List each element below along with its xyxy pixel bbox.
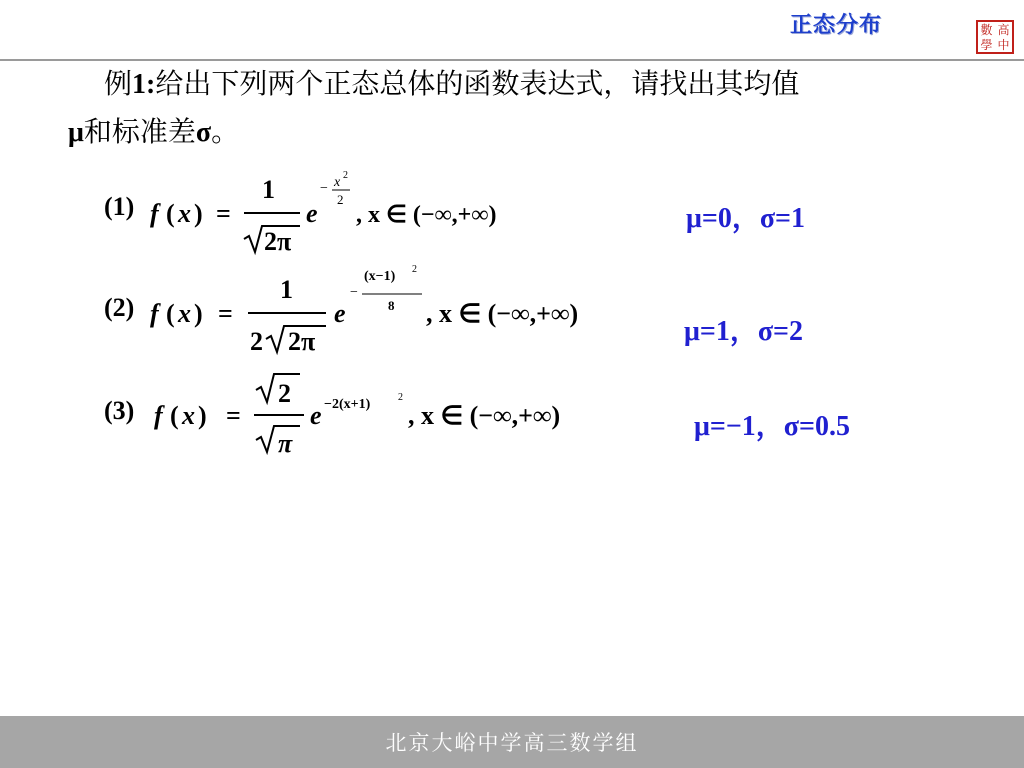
formula-domain: , x ∈ (−∞,+∞) (408, 401, 561, 430)
mu-symbol: μ (68, 117, 84, 148)
logo-char: 數 (980, 22, 993, 37)
footer-bar (0, 716, 1024, 768)
exp-numerator: (x−1) (364, 269, 396, 284)
formula-paren: ) (194, 199, 203, 228)
formula-denominator: 2π (264, 227, 292, 256)
question-end: 。 (211, 115, 240, 148)
answer-2: μ=1，σ=2 (684, 316, 804, 347)
formula-denominator: 2π (288, 327, 316, 356)
formula-equals: = (216, 199, 231, 228)
item-label-3: (3) (104, 396, 135, 425)
item-label-1: (1) (104, 192, 135, 221)
exp-denominator: 8 (388, 298, 395, 313)
formula-1 (150, 160, 550, 260)
formula-numerator: 1 (280, 275, 293, 304)
exp-superscript: 2 (412, 264, 417, 275)
school-logo (976, 20, 1014, 54)
question-body-line2: 和标准差 (83, 115, 196, 148)
footer-text: 北京大峪中学高三数学组 (385, 731, 639, 755)
exp-superscript: 2 (398, 392, 403, 403)
formula-f: f (154, 401, 163, 430)
item-label-2: (2) (104, 293, 135, 322)
formula-domain: , x ∈ (−∞,+∞) (426, 299, 579, 328)
formula-f: f (150, 299, 159, 328)
formula-x: x (178, 299, 191, 328)
sigma-symbol: σ (195, 117, 212, 148)
question-prefix: 例 (104, 67, 133, 100)
exp-superscript: 2 (343, 170, 348, 181)
formula-equals: = (218, 299, 233, 328)
formula-2 (150, 258, 620, 358)
formula-e: e (310, 401, 322, 430)
formula-paren: ( (170, 401, 179, 430)
question-number: 1: (132, 69, 156, 100)
answer-1: μ=0，σ=1 (686, 203, 806, 234)
exponent: −2(x+1) (324, 397, 371, 412)
exp-minus: − (320, 181, 328, 196)
formula-paren: ( (166, 299, 175, 328)
formula-denominator-coef: 2 (250, 327, 263, 356)
answer-3: μ=−1，σ=0.5 (694, 411, 850, 442)
logo-char: 高 (997, 22, 1010, 37)
formula-equals: = (226, 401, 241, 430)
formula-paren: ( (166, 199, 175, 228)
formula-denominator: π (278, 429, 293, 458)
formula-f: f (150, 199, 159, 228)
exp-numerator: x (334, 175, 341, 190)
formula-e: e (306, 199, 318, 228)
question-body: 给出下列两个正态总体的函数表达式，请找出其均值 (155, 67, 800, 100)
formula-domain: , x ∈ (−∞,+∞) (356, 202, 497, 228)
formula-paren: ) (194, 299, 203, 328)
formula-numerator: 1 (262, 175, 275, 204)
exp-minus: − (350, 285, 358, 300)
logo-char: 學 (980, 37, 993, 52)
formula-x: x (178, 199, 191, 228)
formula-paren: ) (198, 401, 207, 430)
logo-char: 中 (997, 37, 1010, 52)
question-text (68, 60, 948, 156)
formula-numerator: 2 (278, 379, 291, 408)
slide-title: 正态分布 (790, 13, 883, 38)
formula-x: x (182, 401, 195, 430)
formula-3 (154, 366, 594, 466)
exp-denominator: 2 (337, 192, 344, 207)
formula-e: e (334, 299, 346, 328)
